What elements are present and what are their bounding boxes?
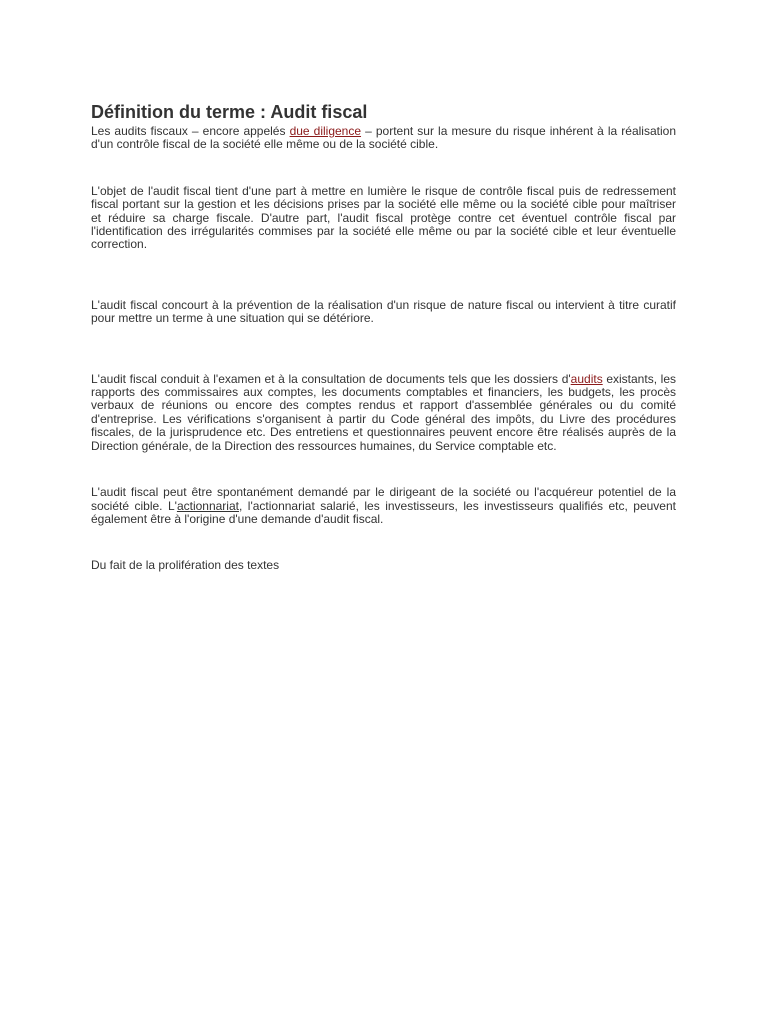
paragraph-text: Les audits fiscaux – encore appelés [91,124,290,138]
paragraph-text: – portent sur la mesure du risque inhérent à la réalisation d'un contrôle fiscal de la société elle même ou de la société cible. [91,124,676,152]
paragraph-examen [91,373,676,453]
paragraph-demande [91,486,676,526]
paragraph-definition [91,125,676,152]
paragraph-text: existants, les rapports des commissaires aux comptes, les documents comptables et financiers, les budgets, les procès verbaux de réunions ou encore des comptes rendus et rapport d'assemblée générales ou du comité d'entreprise. Les vérifications s'organisent à partir du Code général des impôts, du Livre des procédures fiscales, de la jurisprudence etc. Des entretiens et questionnaires peuvent encore être réalisés auprès de la Direction générale, de la Direction des ressources humaines, du Service comptable etc. [91,371,677,453]
due-diligence-link[interactable]: due diligence [289,124,362,138]
paragraph-text: L'audit fiscal peut être spontanément demandé par le dirigeant de la société ou l'acquéreur potentiel de la société cible. L' [91,485,676,513]
actionnariat-link[interactable]: actionnariat [176,498,239,513]
audits-link[interactable]: audits [570,371,603,386]
paragraph-proliferation: Du fait de la prolifération des textes [91,558,280,573]
paragraph-objet: L'objet de l'audit fiscal tient d'une part à mettre en lumière le risque de contrôle fiscal puis de redressement fiscal portant sur la gestion et les décisions prises par la société elle même ou la société cible pour maîtriser et réduire sa charge fiscale. D'autre part, l'audit fiscal protège contre cet éventuel contrôle fiscal par l'identification des irrégularités commises par la société elle même ou par la société cible et leur éventuelle correction. [91,183,676,252]
page-title: Définition du terme : Audit fiscal [91,102,368,122]
paragraph-text: , l'actionnariat salarié, les investisseurs, les investisseurs qualifiés etc, peuvent également être à l'origine d'une demande d'audit fiscal. [91,498,676,526]
paragraph-prevention: L'audit fiscal concourt à la prévention de la réalisation d'un risque de nature fiscal ou intervient à titre curatif pour mettre un terme à une situation qui se détériore. [91,297,676,326]
paragraph-text: L'audit fiscal conduit à l'examen et à la consultation de documents tels que les dossiers d' [91,371,571,386]
